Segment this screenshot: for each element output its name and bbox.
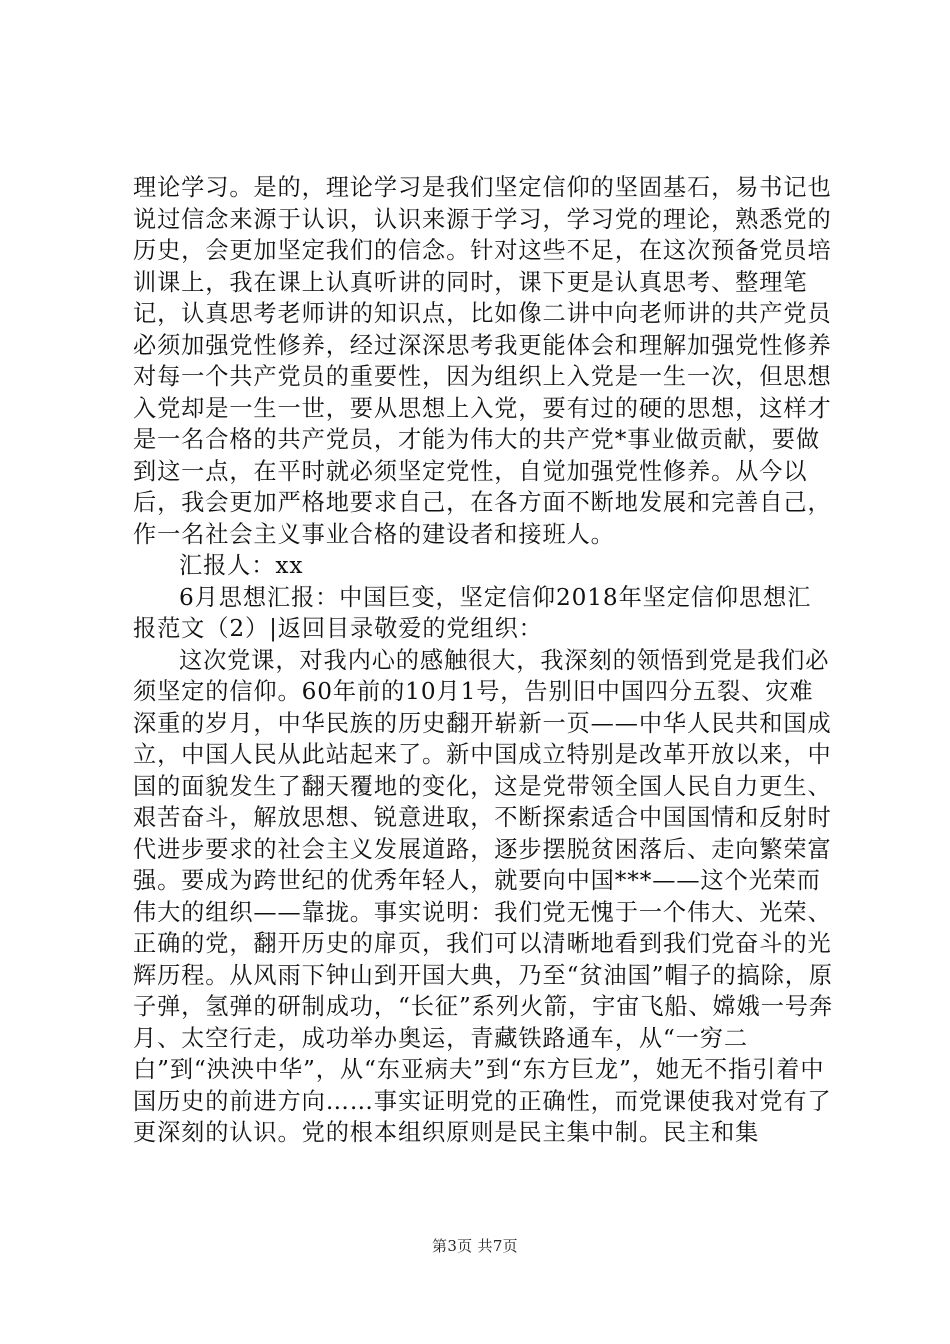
paragraph-section-heading: 6月思想汇报：中国巨变，坚定信仰2018年坚定信仰思想汇报范文（2）|返回目录敬爱的党组织： — [133, 583, 812, 642]
paragraph-continuation: 理论学习。是的，理论学习是我们坚定信仰的坚固基石，易书记也说过信念来源于认识，认识来源于学习，学习党的理论，熟悉党的历史，会更加坚定我们的信念。针对这些不足，在这次预备党员培训课上，我在课上认真听讲的同时，课下更是认真思考、整理笔记，认真思考老师讲的知识点，比如像二讲中向老师讲的共产党员必须加强党性修养，经过深深思考我更能体会和理解加强党性修养对每一个共产党员的重要性，因为组织上入党是一生一次，但思想入党却是一生一世，要从思想上入党，要有过的硬的思想，这样才是一名合格的共产党员，才能为伟大的共产党*事业做贡献，要做到这一点，在平时就必须坚定党性，自觉加强党性修养。从今以后，我会更加严格地要求自己，在各方面不断地发展和完善自己，作一名社会主义事业合格的建设者和接班人。 — [133, 174, 832, 548]
document-body — [133, 172, 833, 1149]
paragraph-reporter: 汇报人：xx — [179, 552, 304, 579]
paragraph-body: 这次党课，对我内心的感触很大，我深刻的领悟到党是我们必须坚定的信仰。60年前的10月1号，告别旧中国四分五裂、灾难深重的岁月，中华民族的历史翻开崭新一页——中华人民共和国成立，中国人民从此站起来了。新中国成立特别是改革开放以来，中国的面貌发生了翻天覆地的变化，这是党带领全国人民自力更生、艰苦奋斗，解放思想、锐意进取，不断探索适合中国国情和反射时代进步要求的社会主义发展道路，逐步摆脱贫困落后、走向繁荣富强。要成为跨世纪的优秀年轻人，就要向中国***——这个光荣而伟大的组织——靠拢。事实说明：我们党无愧于一个伟大、光荣、正确的党，翻开历史的扉页，我们可以清晰地看到我们党奋斗的光辉历程。从风雨下钟山到开国大典，乃至“贫油国”帽子的搞除，原子弹，氢弹的研制成功，“长征”系列火箭，宇宙飞船、嫦娥一号奔月、太空行走，成功举办奥运，青藏铁路通车，从“一穷二白”到“泱泱中华”，从“东亚病夫”到“东方巨龙”，她无不指引着中国历史的前进方向……事实证明党的正确性，而党课使我对党有了更深刻的认识。党的根本组织原则是民主集中制。民主和集 — [133, 646, 833, 1146]
page-number-footer: 第3页 共7页 — [432, 1237, 518, 1255]
